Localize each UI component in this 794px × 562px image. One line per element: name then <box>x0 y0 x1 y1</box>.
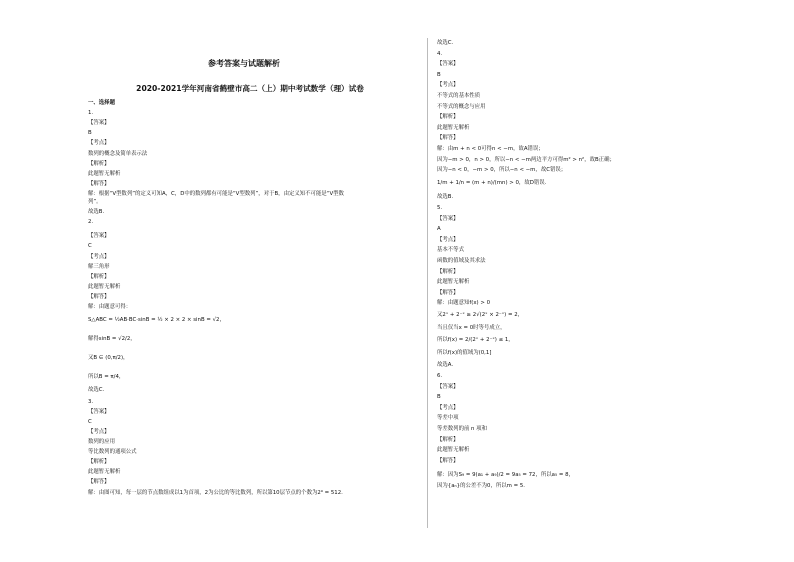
text-line: 解：由题意知f(x) > 0 <box>437 300 491 307</box>
text-line: 当且仅当x = 0时等号成立， <box>437 324 506 331</box>
text-line: 【考点】 <box>437 404 459 411</box>
text-line: 因为−m > 0，n > 0，所以−n < −m两边平方可得m² > n²，故B正确； <box>437 156 615 163</box>
text-line: 6. <box>437 373 443 379</box>
text-line: 一、选择题 <box>88 100 115 106</box>
text-line: 【解答】 <box>88 180 110 187</box>
text-line: 解：由题意可得： <box>88 304 132 310</box>
text-line: 【解析】 <box>88 459 110 466</box>
text-line: 【解答】 <box>437 135 459 142</box>
text-line: 【解析】 <box>437 436 459 443</box>
text-line: 4. <box>437 50 443 57</box>
text-line: 故选B. <box>88 209 105 216</box>
text-line: 【答案】 <box>88 233 110 240</box>
text-line: 所以f(x) = 2/(2ˣ + 2⁻ˣ) ≤ 1， <box>437 337 514 344</box>
text-line: 【考点】 <box>88 428 110 435</box>
text-line: 等差数列的前 n 项和 <box>437 426 487 432</box>
text-line: 【考点】 <box>88 140 110 147</box>
text-line: 【解答】 <box>437 457 459 464</box>
text-line: 1/m + 1/n = (m + n)/(mn) > 0，故D错误. <box>437 179 547 186</box>
text-line: 此题暂无解析 <box>88 283 121 290</box>
text-line: 【考点】 <box>437 236 459 243</box>
text-line: 不等式的概念与应用 <box>437 103 486 110</box>
text-line: 【答案】 <box>88 408 110 415</box>
text-line: 【解析】 <box>88 160 110 167</box>
text-line: 基本不等式 <box>437 247 464 254</box>
text-line: 【解答】 <box>437 289 459 296</box>
text-line: 等差中项 <box>437 415 459 422</box>
text-line: 故选A. <box>437 362 454 369</box>
text-line: 【考点】 <box>437 82 459 89</box>
text-line: 解：由m + n < 0可得n < −m，故A错误； <box>437 146 544 152</box>
text-line: A <box>437 226 441 233</box>
text-line: B <box>437 71 441 78</box>
text-line: 【解析】 <box>437 268 459 275</box>
text-line: 【答案】 <box>437 383 459 390</box>
text-line: C <box>88 243 92 250</box>
text-line: B <box>88 130 92 137</box>
text-line: 列”。 <box>88 199 102 205</box>
text-line: 又2ˣ + 2⁻ˣ ≥ 2√(2ˣ × 2⁻ˣ) = 2， <box>437 312 524 318</box>
text-line: 所以B = π/4， <box>88 374 125 381</box>
text-line: 解：由图可知，每一层的节点数组成以1为首项，2为公比的等比数列，所以第10层节点的个数为2⁹ = 512. <box>88 489 343 496</box>
text-line: 等比数列的通项公式 <box>88 449 137 456</box>
text-line: 又B ∈ (0,π/2)， <box>88 355 129 362</box>
text-line: 解得sinB = √2/2， <box>88 336 136 343</box>
text-line: 故选B. <box>437 194 454 201</box>
text-line: 此题暂无解析 <box>437 279 470 286</box>
text-line: 解：因为S₉ = 9(a₁ + a₉)/2 = 9a₅ = 72，所以a₅ = 8， <box>437 472 574 479</box>
text-line: 因为−n < 0，−m > 0，所以−n < −m，故C错误； <box>437 167 567 174</box>
text-line: 1. <box>88 110 94 117</box>
text-line: 数列的应用 <box>88 439 115 445</box>
text-line: 【答案】 <box>88 120 110 127</box>
text-line: 5. <box>437 205 443 211</box>
text-line: 2. <box>88 219 94 226</box>
text-line: 不等式的基本性质 <box>437 93 481 99</box>
text-line: 【解答】 <box>88 479 110 486</box>
text-line: 【解答】 <box>88 293 110 300</box>
text-line: 故选C. <box>88 386 105 393</box>
text-line: B <box>437 394 441 401</box>
text-line: 3. <box>88 398 94 405</box>
text-line: 因为{aₙ}的公差不为0，所以m = 5. <box>437 483 525 489</box>
document-subtitle: 2020-2021学年河南省鹤壁市高二（上）期中考试数学（理）试卷 <box>136 84 364 93</box>
text-line: S△ABC = ½AB·BC·sinB = ½ × 2 × 2 × sinB = √2， <box>88 317 225 324</box>
text-line: 解三角形 <box>88 263 110 270</box>
text-line: 此题暂无解析 <box>88 469 121 476</box>
text-line: 【解析】 <box>437 114 459 121</box>
text-line: 【考点】 <box>88 253 110 260</box>
text-line: 函数的值域及其求法 <box>437 258 486 264</box>
document-title: 参考答案与试题解析 <box>208 59 280 68</box>
text-line: 故选C. <box>437 40 454 46</box>
text-line: 此题暂无解析 <box>437 124 470 131</box>
text-line: 【答案】 <box>437 61 459 68</box>
text-line: 解：根据“V型数列”的定义可知A，C，D中的数列都有可能是“V型数列”，对于B，由定义知不可能是“V型数 <box>88 190 344 197</box>
text-line: 此题暂无解析 <box>88 170 121 177</box>
text-line: 【答案】 <box>437 215 459 222</box>
text-line: 数列的概念及简单表示法 <box>88 150 148 157</box>
text-line: 所以f(x)的值域为(0,1] <box>437 349 492 356</box>
text-line: 【解析】 <box>88 273 110 280</box>
text-line: C <box>88 418 92 425</box>
column-divider <box>427 38 428 528</box>
text-line: 此题暂无解析 <box>437 447 470 454</box>
